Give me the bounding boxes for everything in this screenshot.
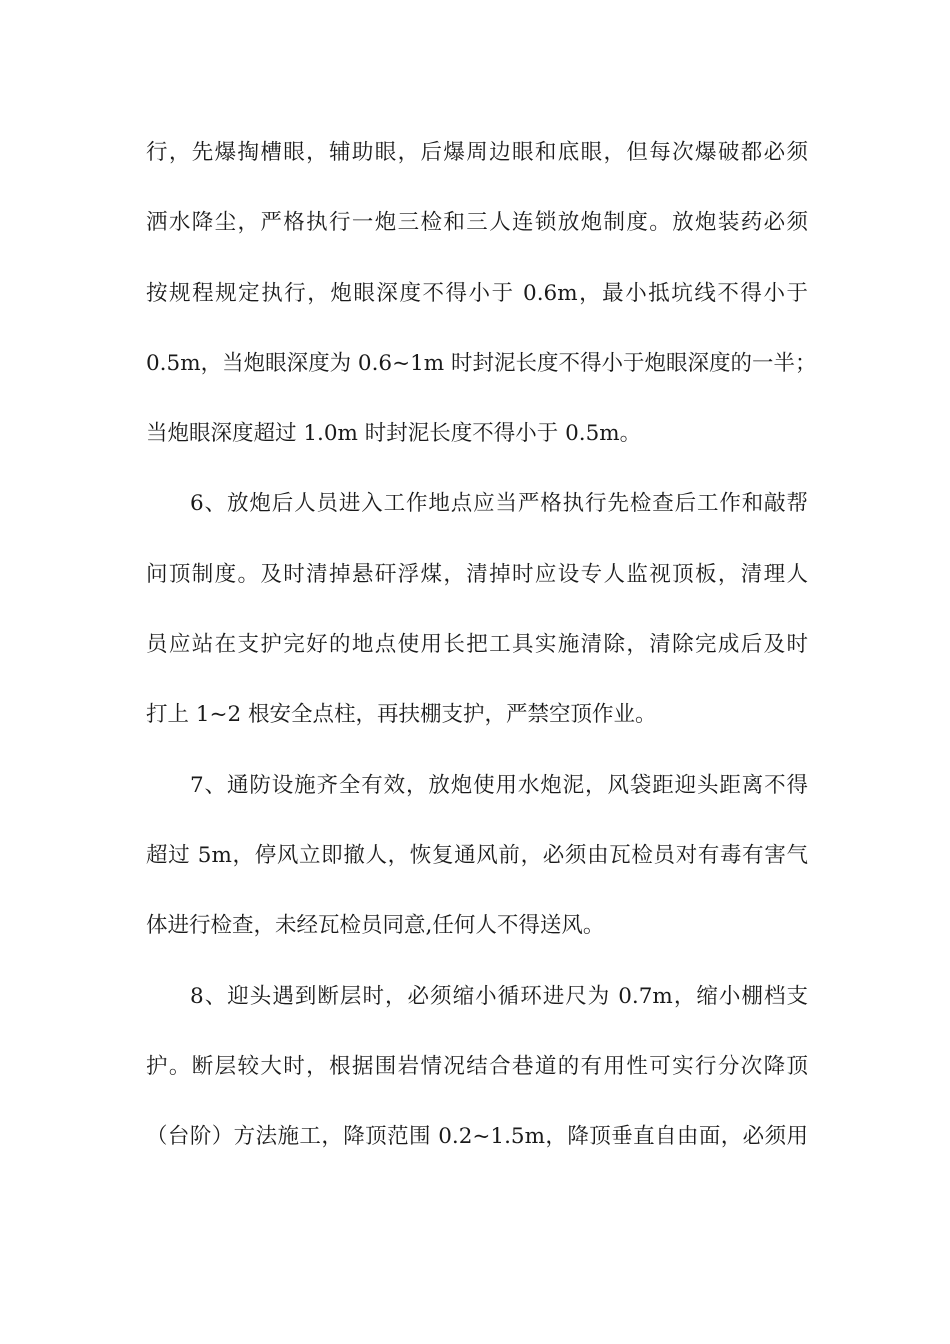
text-line-14: 护。断层较大时，根据围岩情况结合巷道的有用性可实行分次降顶	[146, 1053, 808, 1079]
text-line-12: 体进行检查，未经瓦检员同意,任何人不得送风。	[146, 913, 605, 939]
text-line-1: 行，先爆掏槽眼，辅助眼，后爆周边眼和底眼，但每次爆破都必须	[146, 140, 808, 165]
text-line-8: 员应站在支护完好的地点使用长把工具实施清除，清除完成后及时	[146, 632, 808, 658]
text-line-9: 打上 1~2 根安全点柱，再扶棚支护，严禁空顶作业。	[146, 702, 657, 728]
text-line-2: 洒水降尘，严格执行一炮三检和三人连锁放炮制度。放炮装药必须	[146, 210, 808, 236]
paragraph-6-start: 6、放炮后人员进入工作地点应当严格执行先检查后工作和敲帮	[190, 491, 808, 517]
paragraph-8-start: 8、迎头遇到断层时，必须缩小循环进尺为 0.7m，缩小棚档支	[190, 983, 808, 1009]
document-body	[146, 136, 817, 1190]
text-line-15: （台阶）方法施工，降顶范围 0.2~1.5m，降顶垂直自由面，必须用	[146, 1124, 808, 1150]
text-line-7: 问顶制度。及时清掉悬矸浮煤，清掉时应设专人监视顶板，清理人	[146, 561, 808, 587]
text-line-11: 超过 5m，停风立即撤人，恢复通风前，必须由瓦检员对有毒有害气	[146, 842, 808, 868]
text-line-3: 按规程规定执行，炮眼深度不得小于 0.6m，最小抵坑线不得小于	[146, 280, 808, 306]
text-line-5: 当炮眼深度超过 1.0m 时封泥长度不得小于 0.5m。	[146, 421, 642, 447]
text-line-4: 0.5m，当炮眼深度为 0.6~1m 时封泥长度不得小于炮眼深度的一半；	[146, 350, 817, 376]
paragraph-7-start: 7、通防设施齐全有效，放炮使用水炮泥，风袋距迎头距离不得	[190, 772, 808, 798]
